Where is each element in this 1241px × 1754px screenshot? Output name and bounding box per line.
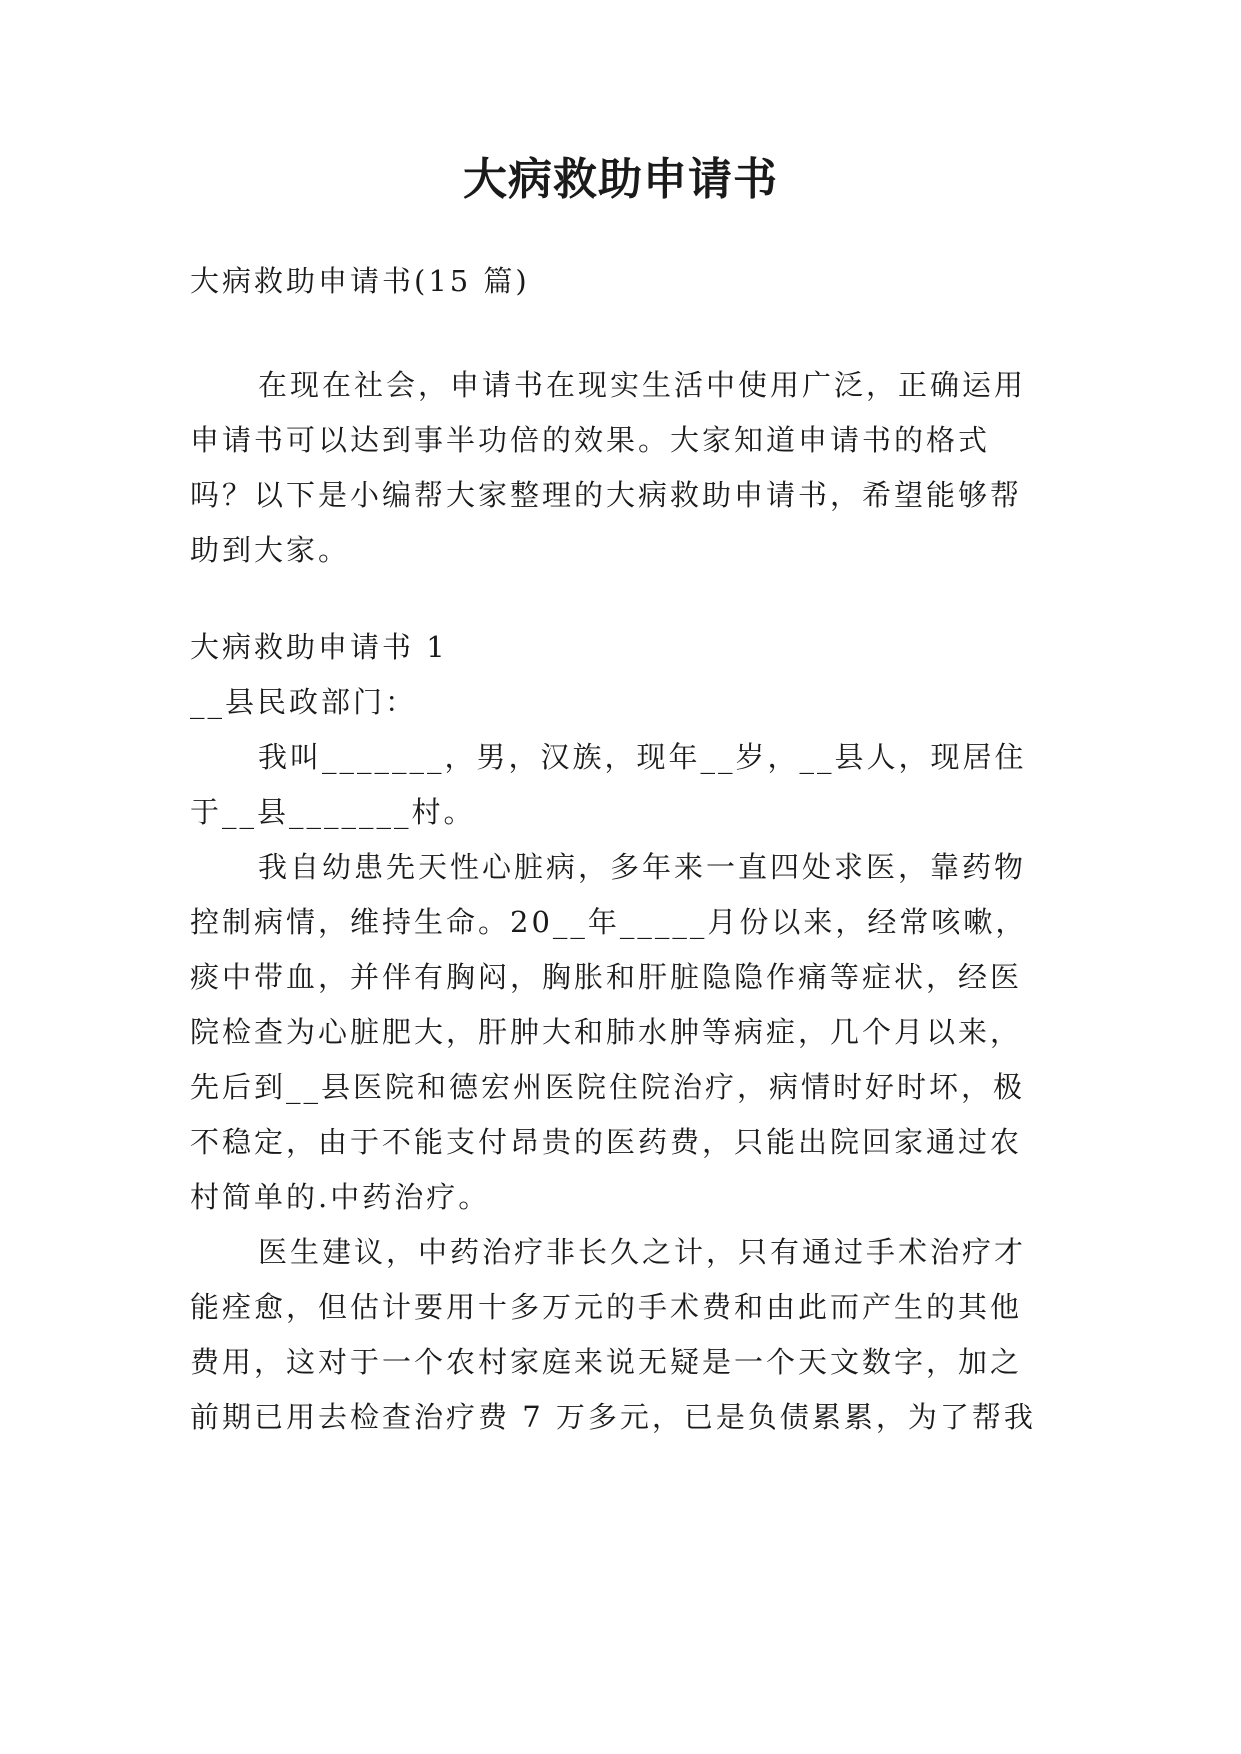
intro-line: 助到大家。 [190,533,351,567]
paragraph-line: 控制病情，维持生命。20__年_____月份以来，经常咳嗽， [190,905,1028,939]
paragraph-line: 能痊愈，但估计要用十多万元的手术费和由此而产生的其他 [190,1290,1023,1324]
intro-line: 申请书可以达到事半功倍的效果。大家知道申请书的格式 [190,423,991,457]
paragraph-line: 不稳定，由于不能支付昂贵的医药费，只能出院回家通过农 [190,1125,1023,1159]
subtitle: 大病救助申请书(15 篇) [190,264,530,298]
paragraph-line: 于__县_______村。 [190,795,476,829]
intro-line: 吗？以下是小编帮大家整理的大病救助申请书，希望能够帮 [190,478,1023,512]
paragraph-line: 痰中带血，并伴有胸闷，胸胀和肝脏隐隐作痛等症状，经医 [190,960,1023,994]
paragraph-line: 我叫_______，男，汉族，现年__岁，__县人，现居住 [258,740,1027,774]
paragraph-line: 院检查为心脏肥大，肝肿大和肺水肿等病症，几个月以来， [190,1015,1023,1049]
paragraph-line: 村简单的.中药治疗。 [190,1180,491,1214]
paragraph-line: 费用，这对于一个农村家庭来说无疑是一个天文数字，加之 [190,1345,1023,1379]
paragraph-line: 医生建议，中药治疗非长久之计，只有通过手术治疗才 [258,1235,1027,1269]
paragraph-line: 我自幼患先天性心脏病，多年来一直四处求医，靠药物 [258,850,1027,884]
salutation: __县民政部门： [190,685,418,719]
document-title: 大病救助申请书 [463,154,778,205]
paragraph-line: 前期已用去检查治疗费 7 万多元，已是负债累累，为了帮我 [190,1400,1036,1434]
intro-line: 在现在社会，申请书在现实生活中使用广泛，正确运用 [258,368,1027,402]
section-heading: 大病救助申请书 1 [190,630,448,664]
paragraph-line: 先后到__县医院和德宏州医院住院治疗，病情时好时坏，极 [190,1070,1026,1104]
